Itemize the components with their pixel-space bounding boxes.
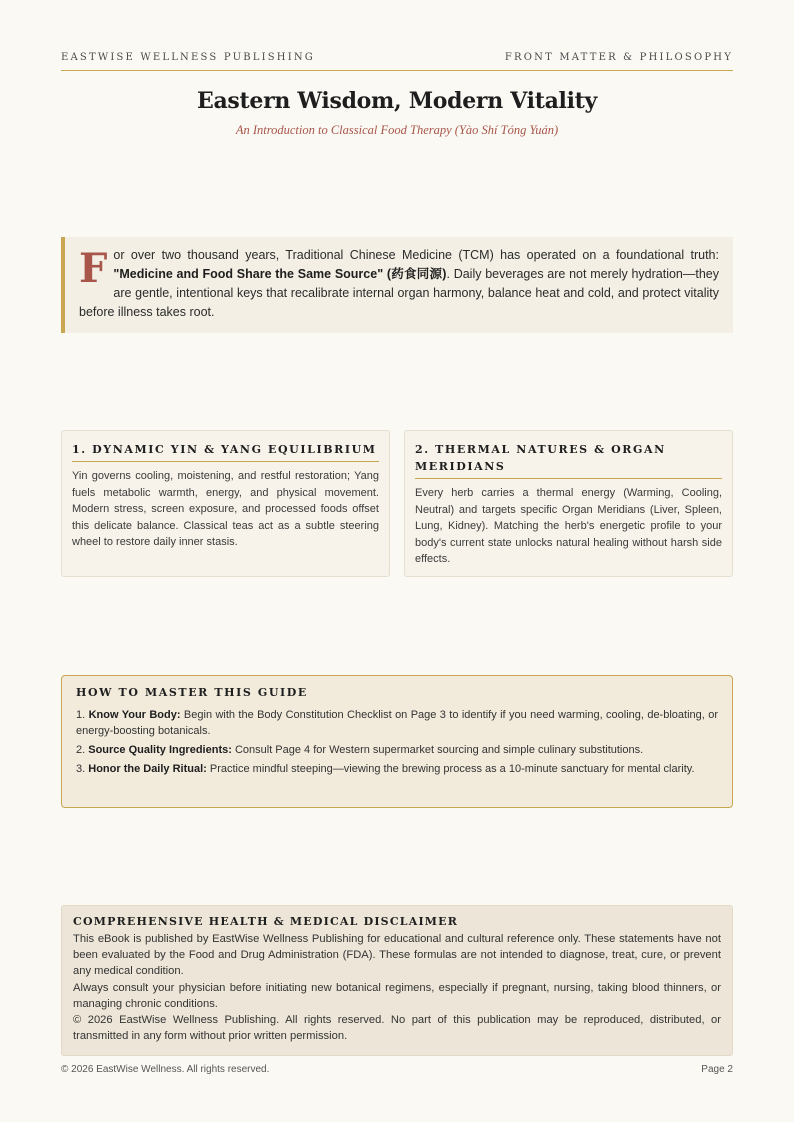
guide-box (61, 675, 733, 808)
running-header (61, 52, 733, 71)
guide-heading: HOW TO MASTER THIS GUIDE (76, 686, 308, 699)
thermal-natures-card (404, 430, 733, 577)
yin-yang-card (61, 430, 390, 577)
drop-cap: F (79, 245, 108, 292)
intro-text-start: or over two thousand years, Traditional Chinese Medicine (TCM) has operated on a foundational truth: (113, 248, 719, 262)
publisher-name: EASTWISE WELLNESS PUBLISHING (61, 52, 315, 63)
guide-item (76, 742, 718, 758)
disclaimer-paragraph: Always consult your physician before initiating new botanical regimens, especially if pregnant, nursing, taking blood thinners, or managing chronic conditions. (73, 981, 721, 1010)
card-heading: 2. THERMAL NATURES & ORGAN MERIDIANS (415, 441, 722, 479)
guide-item-label: Source Quality Ingredients: (88, 744, 232, 756)
section-name: FRONT MATTER & PHILOSOPHY (504, 52, 733, 63)
guide-item-label: Honor the Daily Ritual: (88, 763, 207, 775)
disclaimer-copyright: © 2026 EastWise Wellness Publishing. All rights reserved. No part of this publication may be reproduced, distributed, or transmitted in any form without prior written permission. (73, 1014, 721, 1043)
page-number: Page 2 (701, 1064, 733, 1075)
guide-item-label: Know Your Body: (88, 709, 181, 721)
intro-callout (61, 237, 733, 333)
guide-item-text: Consult Page 4 for Western supermarket sourcing and simple culinary substitutions. (231, 744, 644, 756)
guide-item-number: 1. (76, 709, 86, 721)
card-body: Yin governs cooling, moistening, and restful restoration; Yang fuels metabolic warmth, energy, and physical movement. Modern stress, screen exposure, and processed foods offset this delicate balance. Classical teas act as a subtle steering wheel to restore daily inner stasis. (72, 470, 379, 549)
page-footer (61, 1064, 733, 1075)
disclaimer-paragraph: This eBook is published by EastWise Wellness Publishing for educational and cultural reference only. These statements have not been evaluated by the Food and Drug Administration (FDA). These formulas are not intended to diagnose, treat, cure, or prevent any medical condition. (73, 933, 721, 978)
intro-highlight: "Medicine and Food Share the Same Source" (药食同源) (113, 267, 447, 281)
guide-item (76, 707, 718, 739)
guide-item-text: Practice mindful steeping—viewing the brewing process as a 10-minute sanctuary for mental clarity. (206, 763, 695, 775)
intro-text-end: . Daily beverages are not merely hydration—they are gentle, intentional keys that recalibrate internal organ harmony, balance heat and cold, and protect vitality before illness takes root. (79, 267, 720, 319)
card-body: Every herb carries a thermal energy (Warming, Cooling, Neutral) and targets specific Organ Meridians (Liver, Spleen, Lung, Kidney). Matching the herb's energetic profile to your body's current state unlocks natural healing without harsh side effects. (415, 487, 722, 566)
guide-item-number: 3. (76, 763, 86, 775)
footer-copyright: © 2026 EastWise Wellness. All rights reserved. (61, 1064, 270, 1075)
page-subtitle: An Introduction to Classical Food Therapy (Yào Shí Tóng Yuán) (235, 123, 559, 137)
medical-disclaimer (61, 905, 733, 1056)
card-heading: 1. DYNAMIC YIN & YANG EQUILIBRIUM (72, 441, 379, 462)
guide-item-number: 2. (76, 744, 86, 756)
guide-item (76, 761, 718, 777)
guide-item-text: Begin with the Body Constitution Checklist on Page 3 to identify if you need warming, cooling, de-bloating, or energy-boosting botanicals. (76, 709, 718, 737)
disclaimer-heading: COMPREHENSIVE HEALTH & MEDICAL DISCLAIMER (73, 915, 459, 928)
page-title: Eastern Wisdom, Modern Vitality (197, 88, 597, 114)
